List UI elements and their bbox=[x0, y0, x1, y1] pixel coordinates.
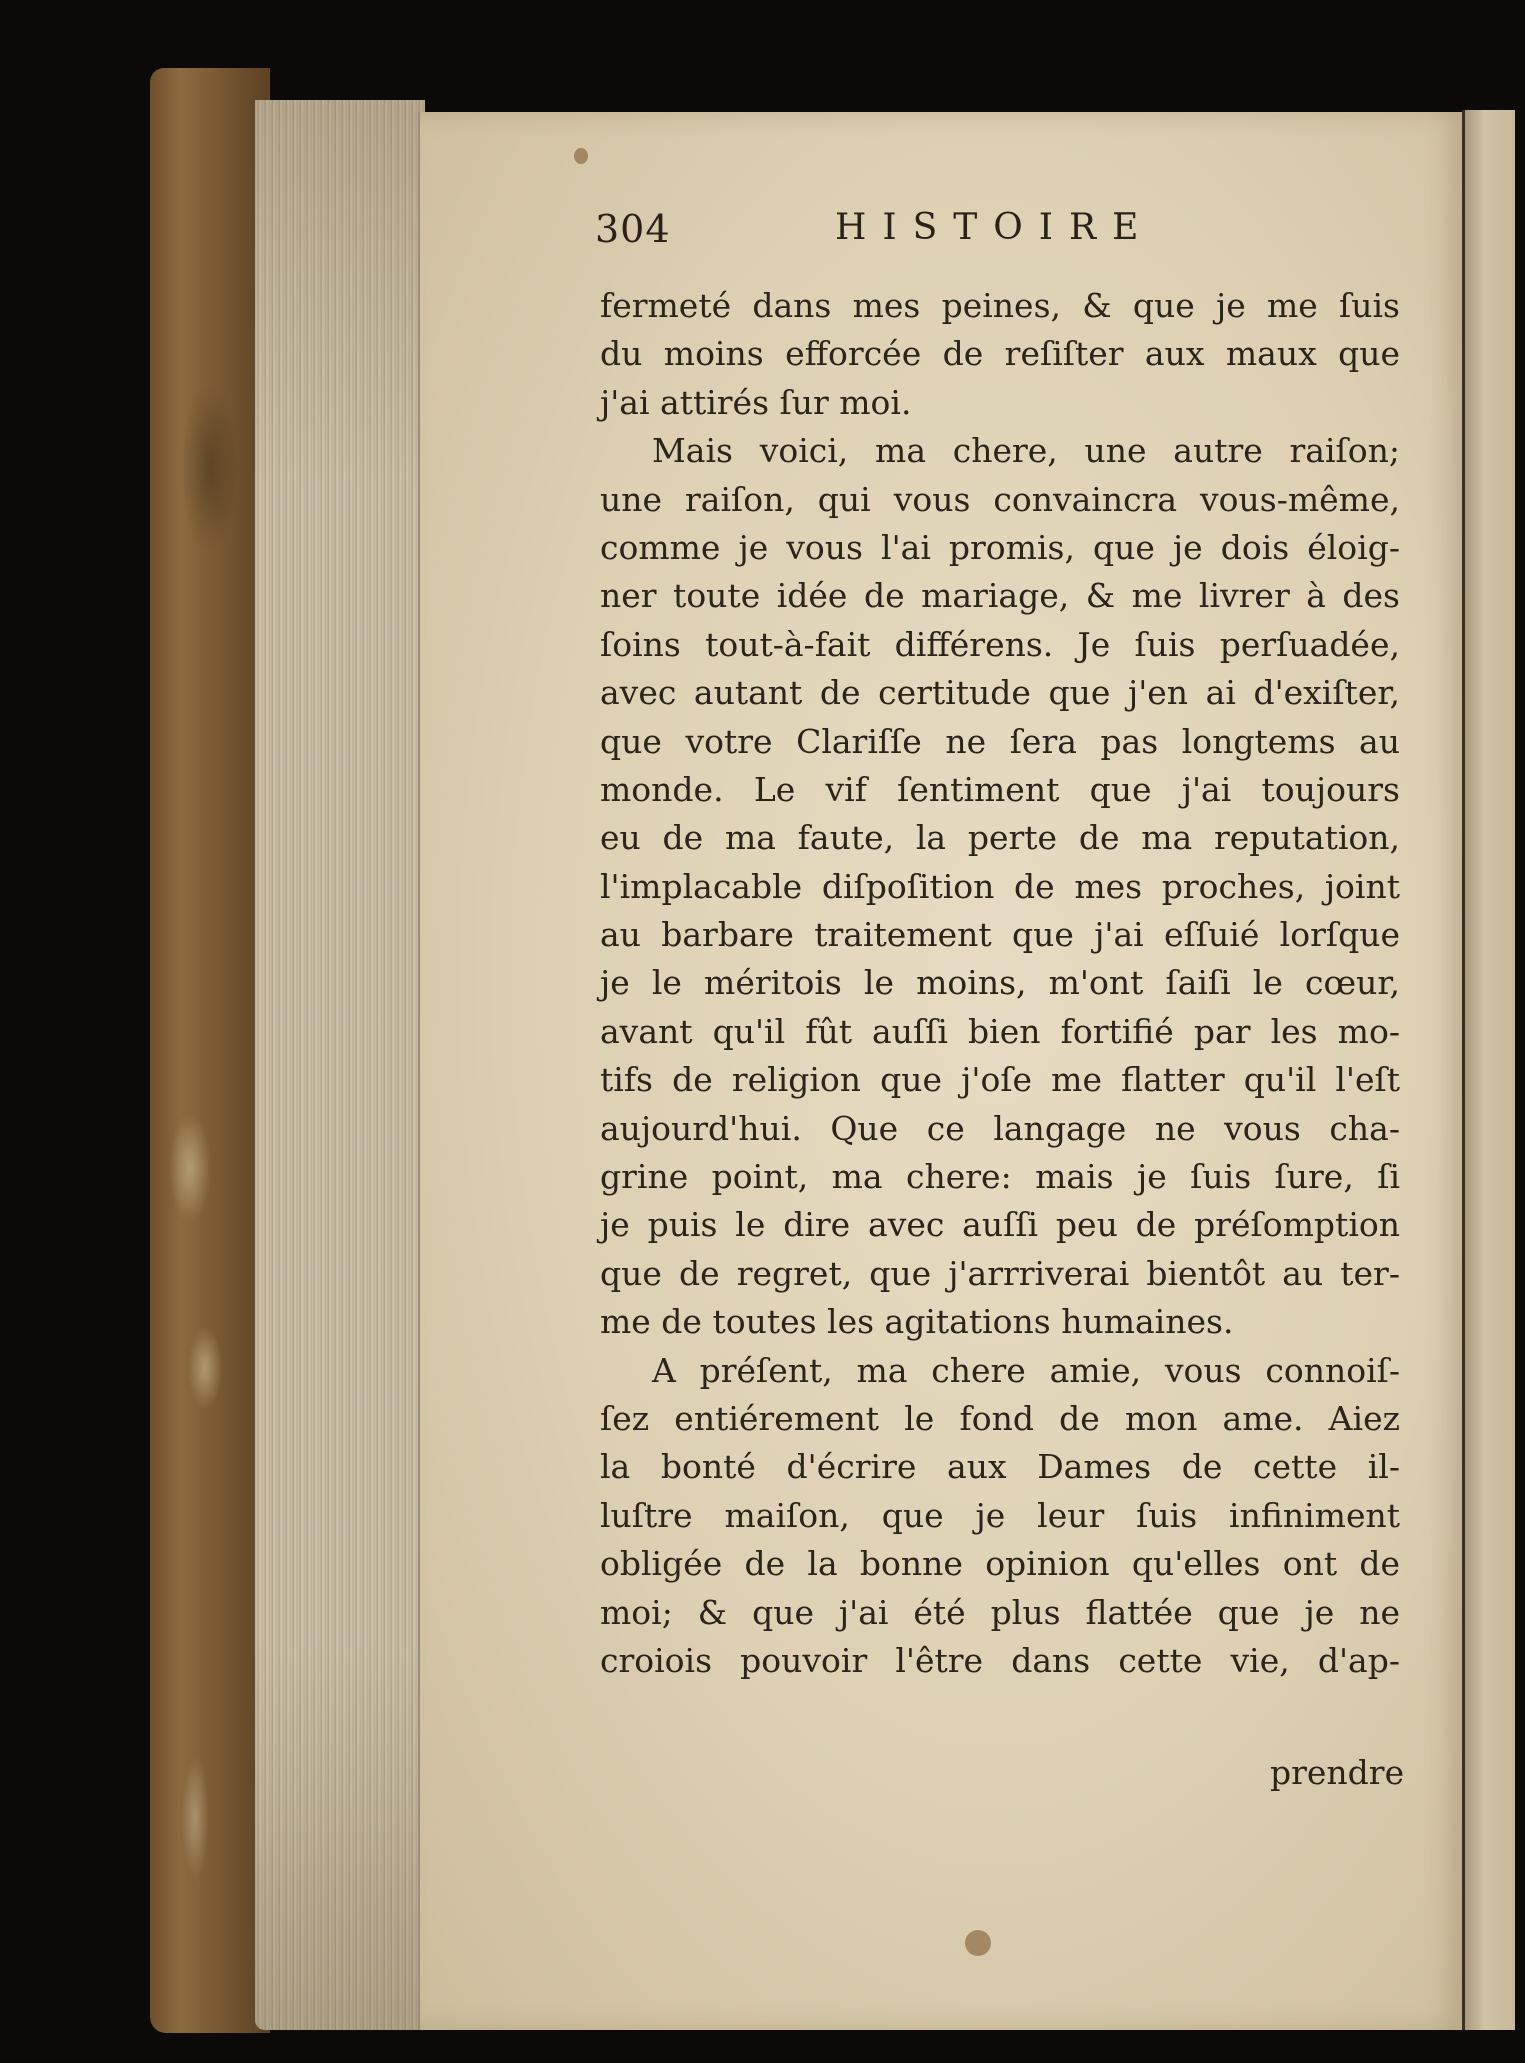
text-line: croiois pouvoir l'être dans cette vie, d'ap- bbox=[600, 1640, 1400, 1680]
text-line: je puis le dire avec auſſi peu de préſomption bbox=[600, 1205, 1400, 1245]
text-line: que votre Clariſſe ne ſera pas longtems au bbox=[600, 721, 1400, 761]
facing-page-edge bbox=[1462, 110, 1515, 2030]
body-text bbox=[600, 282, 1400, 1685]
text-line: fermeté dans mes peines, & que je me ſuis bbox=[600, 286, 1400, 325]
text-line: comme je vous l'ai promis, que je dois éloig- bbox=[600, 527, 1400, 567]
text-line: moi; & que j'ai été plus flattée que je ne bbox=[600, 1592, 1400, 1632]
leather-cover bbox=[150, 68, 270, 2033]
text-line: aujourd'hui. Que ce langage ne vous cha- bbox=[600, 1108, 1400, 1148]
ink-stain bbox=[574, 148, 588, 164]
text-line: que de regret, que j'arrriverai bientôt au ter- bbox=[600, 1253, 1400, 1293]
page-number: 304 bbox=[595, 207, 671, 251]
text-line: je le méritois le moins, m'ont ſaiſi le cœur, bbox=[600, 963, 1400, 1003]
text-line: Mais voici, ma chere, une autre raiſon; bbox=[652, 431, 1400, 471]
text-line: une raiſon, qui vous convaincra vous-même, bbox=[600, 479, 1400, 519]
text-line: A préſent, ma chere amie, vous connoiſ- bbox=[652, 1350, 1400, 1390]
text-line: tifs de religion que j'oſe me flatter qu'il l'eſt bbox=[600, 1060, 1400, 1100]
catchword: prendre bbox=[1270, 1753, 1405, 1792]
text-line: l'implacable diſpoſition de mes proches, joint bbox=[600, 866, 1400, 906]
text-line: du moins efforcée de reſiſter aux maux que bbox=[600, 334, 1400, 374]
text-line: avec autant de certitude que j'en ai d'exiſter, bbox=[600, 673, 1400, 713]
text-line: me de toutes les agitations humaines. bbox=[600, 1302, 1234, 1342]
running-header bbox=[595, 207, 1425, 267]
text-line: ner toute idée de mariage, & me livrer à des bbox=[600, 576, 1400, 616]
text-line: eu de ma faute, la perte de ma reputation, bbox=[600, 818, 1400, 858]
text-line: luſtre maiſon, que je leur ſuis infiniment bbox=[600, 1495, 1400, 1535]
ink-stain bbox=[965, 1930, 991, 1956]
text-line: j'ai attirés ſur moi. bbox=[600, 382, 912, 422]
running-head: HISTOIRE bbox=[835, 207, 1155, 248]
text-line: avant qu'il fût auſſi bien fortifié par les mo- bbox=[600, 1011, 1400, 1051]
text-line: ſez entiérement le fond de mon ame. Aiez bbox=[600, 1398, 1400, 1438]
page-edges bbox=[255, 100, 425, 2030]
text-line: la bonté d'écrire aux Dames de cette il- bbox=[600, 1447, 1400, 1487]
text-line: monde. Le vif ſentiment que j'ai toujours bbox=[600, 769, 1400, 809]
text-line: obligée de la bonne opinion qu'elles ont de bbox=[600, 1544, 1400, 1584]
text-line: au barbare traitement que j'ai eſſuié lorſque bbox=[600, 915, 1400, 955]
text-line: ſoins tout-à-fait différens. Je ſuis perſuadée, bbox=[600, 624, 1400, 664]
cover-wear bbox=[150, 68, 270, 2033]
text-line: grine point, ma chere: mais je ſuis ſure, ſi bbox=[600, 1157, 1400, 1197]
